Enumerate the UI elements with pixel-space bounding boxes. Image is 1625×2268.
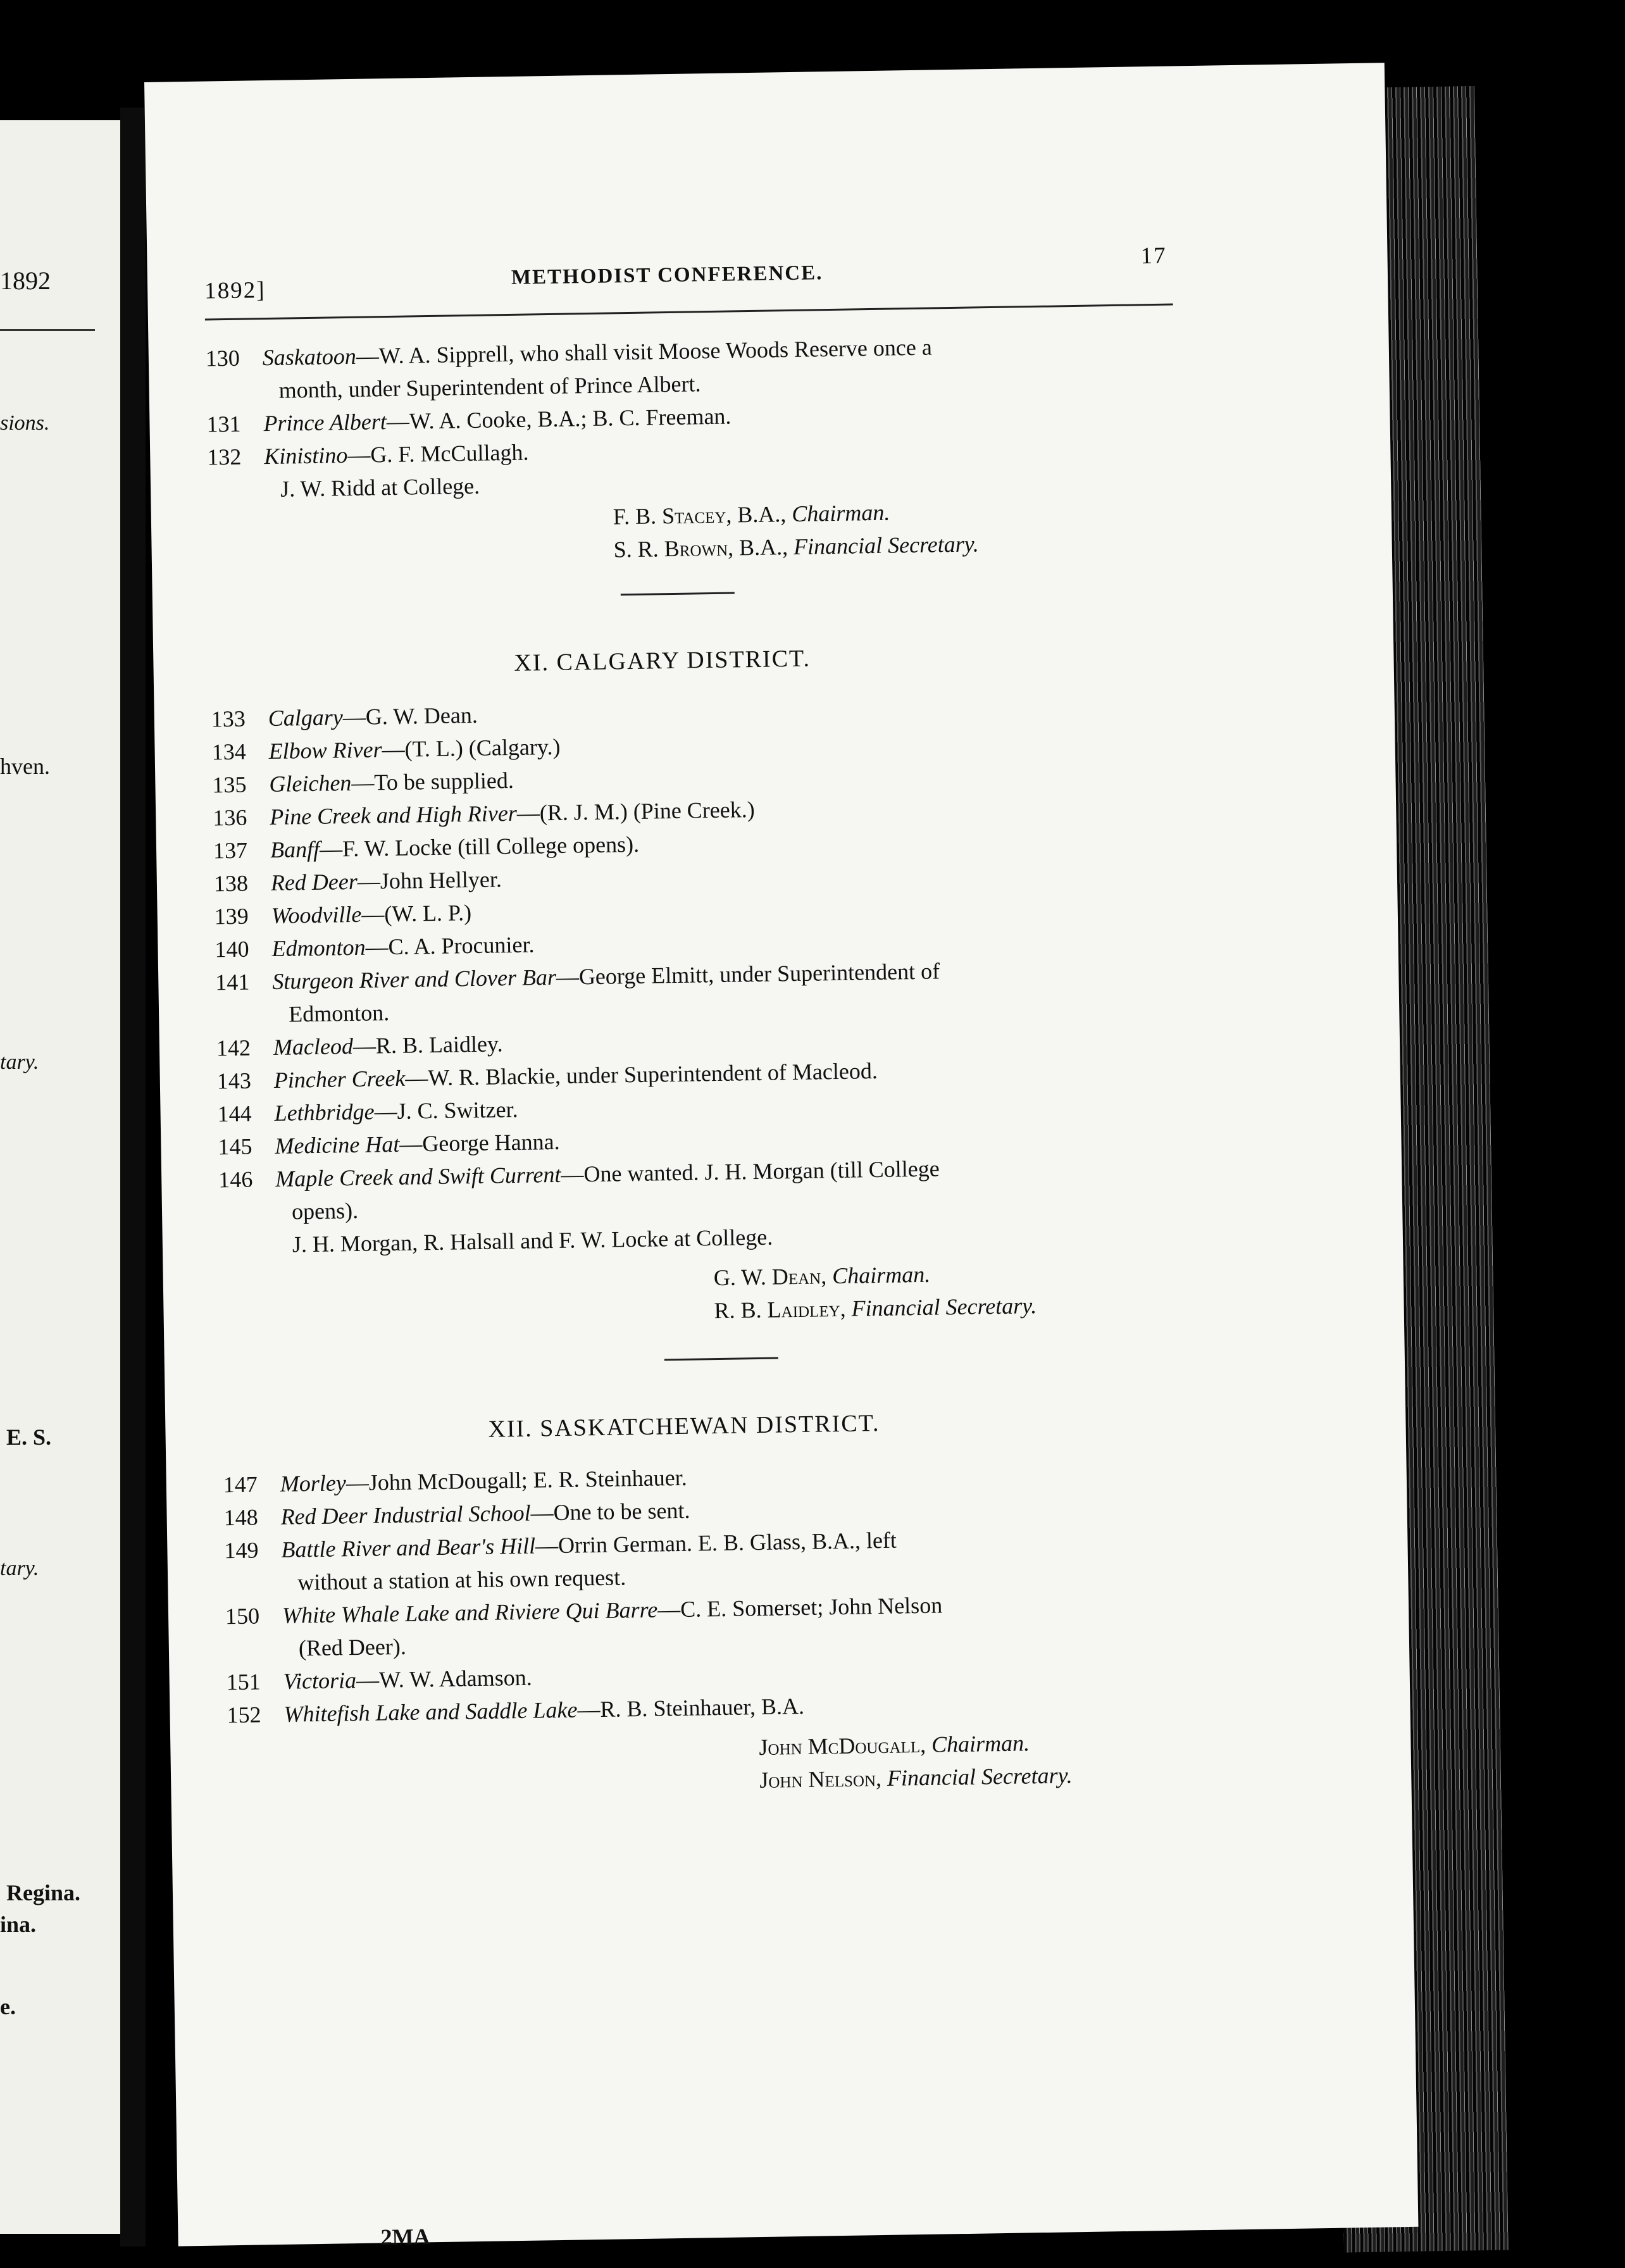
entry-line bbox=[227, 1695, 804, 1726]
entry-place: Battle River and Bear's Hill bbox=[281, 1533, 536, 1562]
book-page bbox=[144, 63, 1418, 2250]
entry-number: 143 bbox=[216, 1068, 252, 1094]
entry-number: 132 bbox=[207, 444, 242, 470]
entry-number: 137 bbox=[213, 837, 248, 864]
entry-number: 136 bbox=[212, 804, 247, 831]
chairman-line bbox=[759, 1731, 1030, 1759]
entry-number: 138 bbox=[213, 870, 249, 897]
entry-line bbox=[211, 704, 478, 731]
left-fragment: e. bbox=[0, 1994, 16, 2019]
entry-line bbox=[226, 1666, 532, 1694]
entry-line bbox=[206, 405, 731, 436]
entry-place: Woodville bbox=[271, 901, 362, 929]
book-gutter bbox=[120, 108, 146, 2246]
section-note: J. W. Ridd at College. bbox=[280, 473, 480, 502]
entry-text: —Orrin German. E. B. Glass, B.A., left bbox=[535, 1527, 897, 1559]
entry-text: —(W. L. P.) bbox=[361, 900, 472, 927]
left-fragment: hven. bbox=[0, 754, 50, 779]
entry-text: —W. R. Blackie, under Superintendent of Macleod. bbox=[405, 1057, 878, 1091]
entry-text: —(R. J. M.) (Pine Creek.) bbox=[516, 796, 755, 826]
entry-text: —John McDougall; E. R. Steinhauer. bbox=[346, 1464, 687, 1496]
left-fragment: tary. bbox=[0, 1557, 39, 1580]
chairman-role: Chairman. bbox=[792, 499, 890, 527]
entry-place: Whitefish Lake and Saddle Lake bbox=[283, 1697, 578, 1727]
left-page-rule bbox=[0, 329, 95, 331]
chairman-line bbox=[714, 1263, 931, 1289]
section-note: J. H. Morgan, R. Halsall and F. W. Locke at College. bbox=[292, 1224, 773, 1257]
entry-line bbox=[213, 798, 755, 829]
entry-line bbox=[211, 735, 560, 764]
chairman-name: John McDougall, bbox=[759, 1731, 926, 1760]
entry-line bbox=[215, 959, 940, 994]
entry-text: —W. W. Adamson. bbox=[356, 1664, 532, 1693]
entry-number: 145 bbox=[218, 1133, 252, 1160]
chairman-name: G. W. Dean, bbox=[713, 1263, 827, 1291]
entry-line bbox=[217, 1098, 518, 1125]
entry-number: 134 bbox=[211, 738, 246, 765]
entry-number: 141 bbox=[215, 969, 250, 995]
entry-place: Red Deer bbox=[270, 868, 358, 896]
entry-continuation: (Red Deer). bbox=[298, 1633, 407, 1661]
entry-line bbox=[223, 1466, 687, 1497]
entry-continuation: without a station at his own request. bbox=[297, 1564, 626, 1595]
secretary-line bbox=[613, 532, 979, 561]
left-page-year: 1892 bbox=[0, 266, 51, 295]
entry-number: 144 bbox=[217, 1100, 252, 1127]
entry-number: 130 bbox=[205, 345, 240, 371]
entry-number: 149 bbox=[224, 1537, 259, 1564]
entry-place: Kinistino bbox=[263, 442, 348, 470]
left-fragment: E. S. bbox=[6, 1424, 52, 1450]
entry-place: White Whale Lake and Riviere Qui Barre bbox=[282, 1597, 658, 1628]
entry-line bbox=[215, 933, 535, 961]
entry-text: —John Hellyer. bbox=[357, 866, 502, 894]
left-fragment: sions. bbox=[0, 411, 50, 435]
entry-text: —J. C. Switzer. bbox=[374, 1096, 518, 1125]
entry-place: Morley bbox=[280, 1470, 347, 1497]
entry-line bbox=[216, 1032, 503, 1059]
entry-text: —C. E. Somerset; John Nelson bbox=[657, 1592, 943, 1623]
entry-number: 135 bbox=[212, 771, 247, 798]
entry-place: Elbow River bbox=[268, 737, 382, 764]
secretary-line bbox=[714, 1294, 1037, 1322]
entry-place: Maple Creek and Swift Current bbox=[275, 1161, 561, 1192]
section-separator bbox=[664, 1357, 778, 1361]
entry-number: 139 bbox=[214, 903, 249, 930]
secretary-name: S. R. Brown, B.A., bbox=[613, 534, 788, 563]
entry-line bbox=[206, 336, 932, 370]
entry-number: 147 bbox=[223, 1471, 258, 1498]
entry-place: Gleichen bbox=[269, 770, 352, 797]
entry-text: —R. B. Laidley. bbox=[352, 1031, 503, 1059]
entry-place: Edmonton bbox=[271, 934, 366, 962]
entry-text: —R. B. Steinhauer, B.A. bbox=[577, 1693, 805, 1723]
entry-line bbox=[218, 1130, 560, 1158]
entry-place: Red Deer Industrial School bbox=[280, 1500, 531, 1530]
left-fragment: ina. bbox=[0, 1912, 37, 1937]
entry-text: —George Elmitt, under Superintendent of bbox=[556, 958, 940, 990]
signature-mark: 2MA bbox=[380, 2224, 430, 2250]
entry-continuation: month, under Superintendent of Prince Albert. bbox=[278, 371, 701, 403]
entry-line bbox=[214, 868, 502, 895]
entry-place: Banff bbox=[270, 836, 320, 863]
entry-number: 140 bbox=[215, 936, 249, 963]
entry-place: Macleod bbox=[273, 1033, 354, 1060]
entry-number: 150 bbox=[225, 1603, 260, 1629]
entry-text: —F. W. Locke (till College opens). bbox=[319, 831, 640, 862]
chairman-role: Chairman. bbox=[931, 1730, 1030, 1757]
entry-number: 142 bbox=[216, 1035, 251, 1061]
entry-place: Lethbridge bbox=[274, 1099, 375, 1126]
entry-place: Saskatoon bbox=[262, 343, 357, 371]
entry-line bbox=[218, 1157, 940, 1191]
entry-text: —One to be sent. bbox=[530, 1497, 690, 1526]
entry-text: —G. W. Dean. bbox=[342, 702, 478, 730]
entry-number: 152 bbox=[227, 1702, 261, 1728]
left-page-fragment bbox=[0, 120, 120, 2234]
district-heading: XII. SASKATCHEWAN DISTRICT. bbox=[488, 1410, 880, 1443]
left-fragment: Regina. bbox=[6, 1880, 80, 1905]
entry-line bbox=[217, 1059, 878, 1092]
entry-number: 148 bbox=[223, 1504, 258, 1531]
entry-line bbox=[224, 1529, 897, 1562]
entry-place: Pine Creek and High River bbox=[269, 800, 518, 830]
entry-text: —George Hanna. bbox=[399, 1128, 560, 1157]
header-rule bbox=[205, 304, 1173, 321]
secretary-name: R. B. Laidley, bbox=[714, 1295, 846, 1324]
page-number: 17 bbox=[1140, 242, 1167, 270]
district-heading: XI. CALGARY DISTRICT. bbox=[514, 645, 811, 676]
entry-text: —One wanted. J. H. Morgan (till College bbox=[561, 1156, 940, 1187]
entry-place: Sturgeon River and Clover Bar bbox=[272, 964, 557, 994]
entry-line bbox=[213, 833, 640, 863]
entry-continuation: Edmonton. bbox=[288, 1000, 390, 1027]
header-year: 1892] bbox=[204, 277, 266, 304]
chairman-name: F. B. Stacey, B.A., bbox=[613, 501, 787, 530]
chairman-role: Chairman. bbox=[831, 1261, 931, 1289]
entry-number: 151 bbox=[226, 1669, 261, 1695]
entry-line bbox=[225, 1593, 943, 1628]
entry-place: Pincher Creek bbox=[273, 1065, 406, 1093]
entry-line bbox=[207, 441, 529, 469]
entry-line bbox=[214, 901, 471, 928]
secretary-name: John Nelson, bbox=[759, 1766, 882, 1793]
entry-number: 131 bbox=[206, 411, 241, 437]
entry-text: —W. A. Sipprell, who shall visit Moose Woods Reserve once a bbox=[356, 334, 933, 369]
entry-place: Medicine Hat bbox=[275, 1131, 400, 1159]
entry-line bbox=[212, 769, 514, 796]
entry-text: —C. A. Procunier. bbox=[365, 932, 535, 960]
section-separator bbox=[621, 592, 735, 595]
secretary-role: Financial Secretary. bbox=[851, 1293, 1037, 1321]
entry-continuation: opens). bbox=[291, 1197, 359, 1224]
secretary-role: Financial Secretary. bbox=[793, 531, 979, 559]
page-header-title: METHODIST CONFERENCE. bbox=[511, 261, 823, 289]
entry-place: Calgary bbox=[268, 704, 344, 732]
entry-text: —W. A. Cooke, B.A.; B. C. Freeman. bbox=[386, 403, 732, 435]
entry-line bbox=[223, 1499, 690, 1530]
entry-text: —G. F. McCullagh. bbox=[347, 439, 529, 468]
entry-text: —To be supplied. bbox=[351, 767, 514, 795]
secretary-role: Financial Secretary. bbox=[887, 1762, 1073, 1791]
left-fragment: tary. bbox=[0, 1050, 39, 1074]
entry-place: Victoria bbox=[283, 1667, 357, 1694]
entry-text: —(T. L.) (Calgary.) bbox=[382, 733, 561, 763]
chairman-line bbox=[613, 501, 890, 528]
entry-number: 133 bbox=[211, 706, 246, 732]
entry-number: 146 bbox=[218, 1166, 253, 1193]
secretary-line bbox=[759, 1764, 1073, 1791]
entry-place: Prince Albert bbox=[263, 409, 387, 437]
